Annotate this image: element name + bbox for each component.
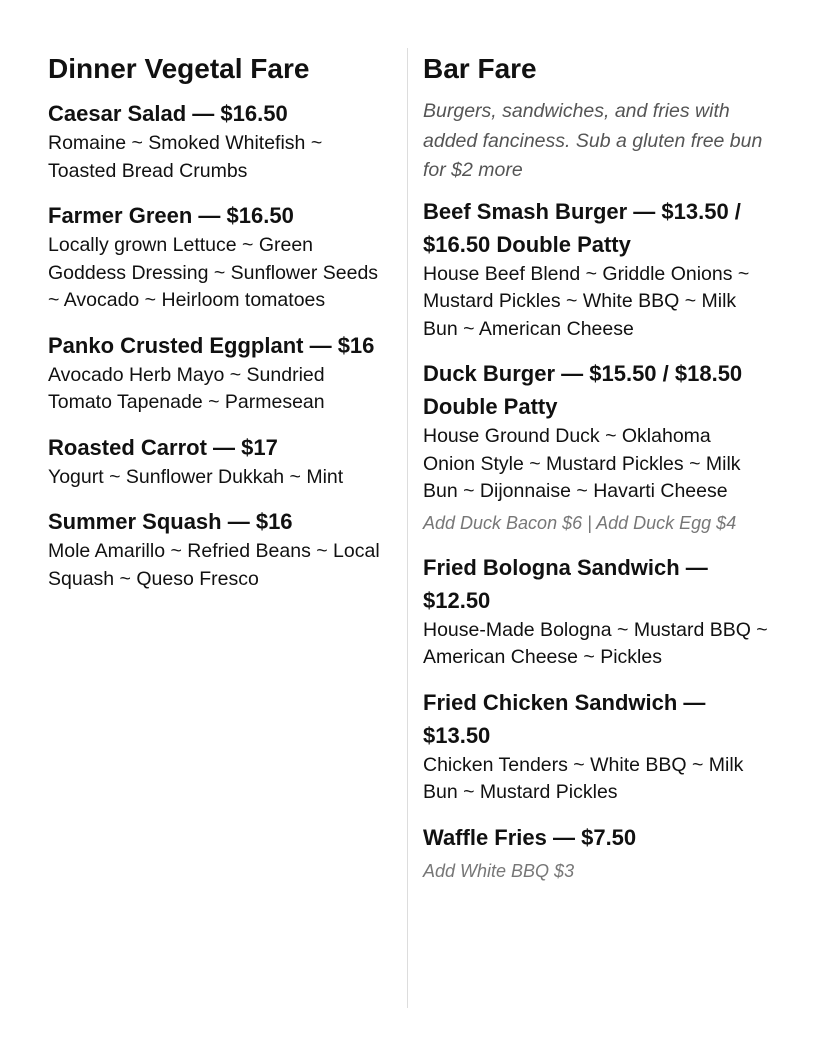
menu-item bbox=[48, 505, 383, 593]
menu-item-description: House-Made Bologna ~ Mustard BBQ ~ American Cheese ~ Pickles bbox=[423, 618, 768, 668]
menu-item-description: Avocado Herb Mayo ~ Sundried Tomato Tapenade ~ Parmesean bbox=[48, 363, 325, 413]
menu-item-description: Romaine ~ Smoked Whitefish ~ Toasted Bread Crumbs bbox=[48, 132, 323, 182]
menu-item-title: Fried Bologna Sandwich — $12.50 bbox=[423, 554, 708, 613]
menu-item-addon: Add Duck Bacon $6 | Add Duck Egg $4 bbox=[423, 512, 737, 533]
menu-item bbox=[423, 686, 768, 807]
menu-item-title: Farmer Green — $16.50 bbox=[48, 203, 294, 228]
menu-item-title: Duck Burger — $15.50 / $18.50 Double Patty bbox=[423, 361, 743, 419]
menu-item-title: Caesar Salad — $16.50 bbox=[48, 101, 288, 126]
menu-item-title: Fried Chicken Sandwich — $13.50 bbox=[423, 689, 706, 748]
dinner-column bbox=[48, 50, 383, 607]
menu-item-title: Summer Squash — $16 bbox=[48, 509, 293, 534]
bar-section-intro: Burgers, sandwiches, and fries with added fanciness. Sub a gluten free bun for $2 more bbox=[423, 100, 763, 181]
menu-item-description: Locally grown Lettuce ~ Green Goddess Dressing ~ Sunflower Seeds ~ Avocado ~ Heirloom tomatoes bbox=[48, 234, 379, 311]
menu-item-addon: Add White BBQ $3 bbox=[423, 860, 575, 881]
menu-item bbox=[48, 431, 383, 492]
menu-item bbox=[423, 357, 768, 537]
menu-item-description: Mole Amarillo ~ Refried Beans ~ Local Squash ~ Queso Fresco bbox=[48, 540, 380, 590]
menu-item-title: Roasted Carrot — $17 bbox=[48, 434, 278, 460]
menu-item-description: House Ground Duck ~ Oklahoma Onion Style ~ Mustard Pickles ~ Milk Bun ~ Dijonnaise ~ Havarti Cheese bbox=[423, 425, 741, 502]
bar-column bbox=[423, 50, 768, 899]
menu-item-title: Panko Crusted Eggplant — $16 bbox=[48, 332, 375, 358]
menu-item bbox=[423, 551, 768, 672]
menu-item-description: Yogurt ~ Sunflower Dukkah ~ Mint bbox=[48, 465, 344, 488]
dinner-section-title: Dinner Vegetal Fare bbox=[48, 53, 310, 84]
column-divider bbox=[407, 48, 408, 1008]
menu-item bbox=[48, 97, 383, 185]
menu-item-description: House Beef Blend ~ Griddle Onions ~ Mustard Pickles ~ White BBQ ~ Milk Bun ~ American Cheese bbox=[423, 262, 750, 340]
menu-item bbox=[423, 195, 768, 344]
menu-item bbox=[48, 329, 383, 417]
menu-item bbox=[423, 821, 768, 885]
menu-item bbox=[48, 199, 383, 315]
menu-item-title: Beef Smash Burger — $13.50 / $16.50 Double Patty bbox=[423, 198, 741, 257]
menu-item-description: Chicken Tenders ~ White BBQ ~ Milk Bun ~ Mustard Pickles bbox=[423, 753, 744, 803]
bar-section-title: Bar Fare bbox=[423, 53, 537, 84]
menu-item-title: Waffle Fries — $7.50 bbox=[423, 824, 637, 850]
